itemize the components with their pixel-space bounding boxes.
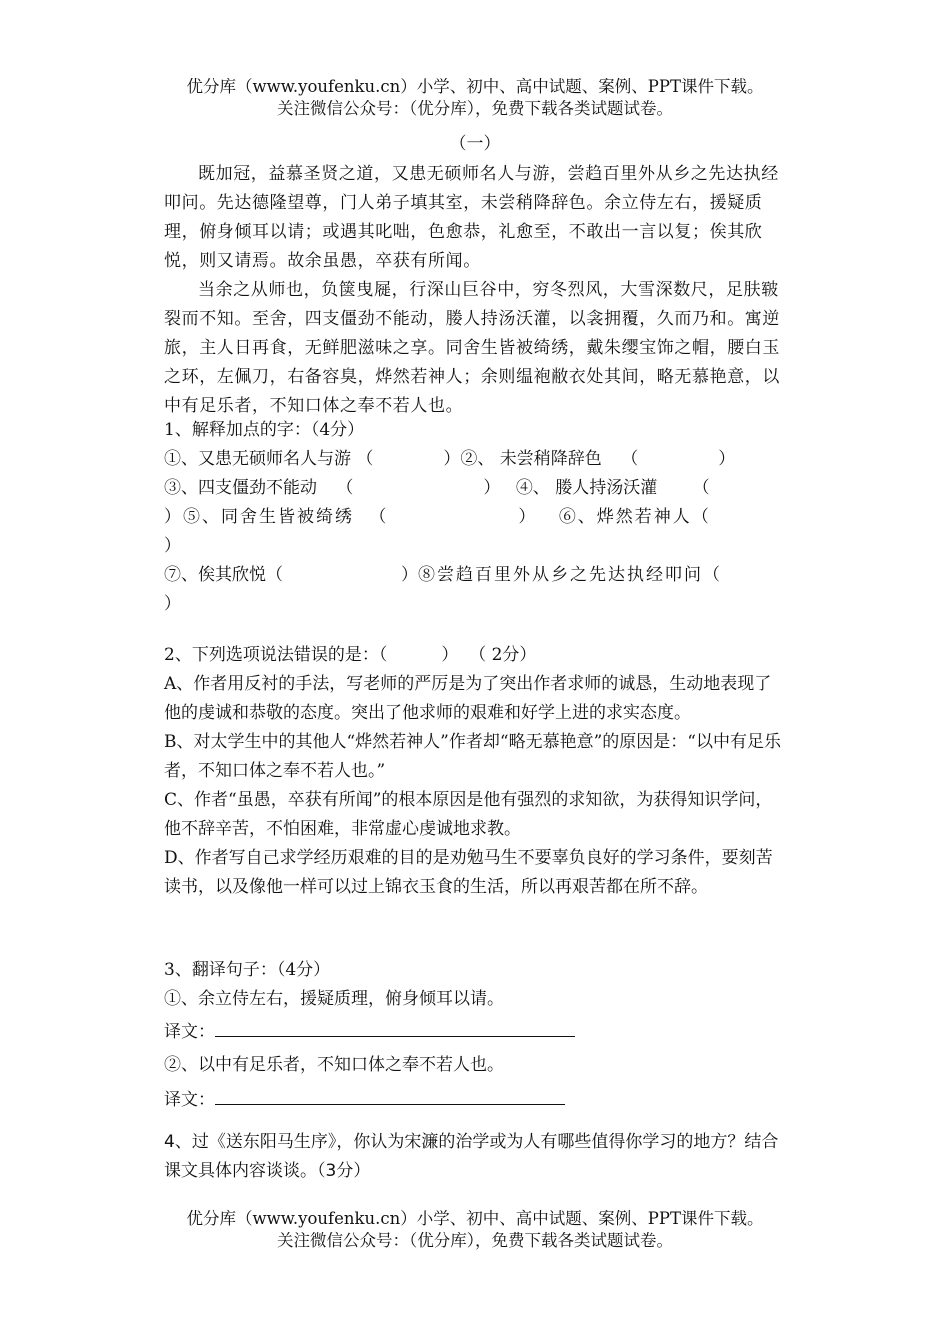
q1-row-1 bbox=[164, 445, 786, 474]
paren-close: ） bbox=[164, 507, 183, 527]
q3-answer-row-1 bbox=[164, 1018, 786, 1047]
paren-open: （ bbox=[266, 565, 283, 585]
q3-sentence-2: ②、以中有足乐者，不知口体之奉不若人也。 bbox=[164, 1055, 504, 1075]
translation-input-2[interactable] bbox=[215, 1086, 565, 1105]
q1-item-1: ①、又患无硕师名人与游 bbox=[164, 449, 351, 469]
q1-row-4 bbox=[164, 561, 786, 590]
paren-open: （ bbox=[692, 478, 710, 498]
paren-open: （ bbox=[621, 449, 639, 469]
q3-sentence-1: ①、余立侍左右，援疑质理，俯身倾耳以请。 bbox=[164, 989, 504, 1009]
question-4: 4、过《送东阳马生序》，你认为宋濂的治学或为人有哪些值得你学习的地方？结合课文具体内容谈谈。（3分） bbox=[164, 1132, 779, 1181]
answer-blank-2[interactable] bbox=[638, 446, 718, 464]
q1-item-6: ⑥、烨然若神人 bbox=[558, 507, 692, 527]
paren-open: （ bbox=[691, 507, 711, 527]
q1-item-4: ④、 媵人持汤沃灌 bbox=[515, 478, 658, 498]
paren-open: （ bbox=[703, 565, 720, 585]
answer-blank-7[interactable] bbox=[283, 562, 401, 580]
q1-item-8: ⑧尝趋百里外从乡之先达执经叩问 bbox=[418, 565, 703, 585]
q1-row-3 bbox=[164, 503, 786, 532]
paren-close: ） bbox=[164, 536, 181, 556]
q1-item-5: ⑤、同舍生皆被绮绣 bbox=[183, 507, 354, 527]
paren-close: ） bbox=[718, 449, 736, 469]
q1-item-7: ⑦、俟其欣悦 bbox=[164, 565, 266, 585]
translation-input-1[interactable] bbox=[215, 1018, 575, 1037]
q2-option-d: D、作者写自己求学经历艰难的目的是劝勉马生不要辜负良好的学习条件，要刻苦读书，以及像他一样可以过上锦衣玉食的生活，所以再艰苦都在所不辞。 bbox=[164, 848, 773, 897]
section-title: （一） bbox=[449, 134, 501, 154]
answer-blank-5[interactable] bbox=[388, 504, 518, 522]
q1-row-4b bbox=[164, 590, 786, 619]
paren-close: ） bbox=[518, 507, 538, 527]
answer-blank-3[interactable] bbox=[353, 475, 483, 493]
q2-title: 2、下列选项说法错误的是：（ ） （ 2分） bbox=[164, 645, 537, 665]
paren-close: ） bbox=[443, 449, 461, 469]
footer-line-2: 关注微信公众号：（优分库），免费下载各类试题试卷。 bbox=[277, 1231, 673, 1250]
q2-option-b: B、对太学生中的其他人“烨然若神人”作者却“略无慕艳意”的原因是：“以中有足乐者，不知口体之奉不若人也。” bbox=[164, 732, 781, 781]
q2-option-c: C、作者“虽愚，卒获有所闻”的根本原因是他有强烈的求知欲，为获得知识学问，他不辞辛苦，不怕困难，非常虚心虔诚地求教。 bbox=[164, 790, 773, 839]
passage bbox=[164, 160, 786, 421]
paren-close: ） bbox=[483, 478, 501, 498]
question-2 bbox=[164, 641, 786, 902]
question-3 bbox=[164, 956, 786, 1115]
footer-line-1: 优分库（www.youfenku.cn）小学、初中、高中试题、案例、PPT课件下载。 bbox=[186, 1209, 764, 1228]
translation-label: 译文： bbox=[164, 1090, 215, 1110]
passage-paragraph-2: 当余之从师也，负箧曳屣，行深山巨谷中，穷冬烈风，大雪深数尺，足肤皲裂而不知。至舍，四支僵劲不能动，媵人持汤沃灌，以衾拥覆，久而乃和。寓逆旅，主人日再食，无鲜肥滋味之享。同舍生皆被绮绣，戴朱缨宝饰之帽，腰白玉之环，左佩刀，右备容臭，烨然若神人；余则缊袍敝衣处其间，略无慕艳意，以中有足乐者，不知口体之奉不若人也。 bbox=[164, 280, 780, 416]
q1-item-3: ③、四支僵劲不能动 bbox=[164, 478, 317, 498]
q3-answer-row-2 bbox=[164, 1086, 786, 1115]
q1-title: 1、解释加点的字：（4分） bbox=[164, 420, 365, 440]
paren-open: （ bbox=[336, 478, 354, 498]
q1-row-3b bbox=[164, 532, 786, 561]
q1-item-2: ②、 未尝稍降辞色 bbox=[460, 449, 602, 469]
paren-open: （ bbox=[369, 507, 389, 527]
page-header bbox=[0, 76, 950, 120]
question-1 bbox=[164, 416, 786, 619]
q3-title: 3、翻译句子：（4分） bbox=[164, 960, 331, 980]
paren-open: （ bbox=[356, 449, 374, 469]
paren-close: ） bbox=[401, 565, 418, 585]
passage-paragraph-1: 既加冠，益慕圣贤之道，又患无硕师名人与游，尝趋百里外从乡之先达执经叩问。先达德隆望尊，门人弟子填其室，未尝稍降辞色。余立侍左右，援疑质理，俯身倾耳以请；或遇其叱咄，色愈恭，礼愈至，不敢出一言以复；俟其欣悦，则又请焉。故余虽愚，卒获有所闻。 bbox=[164, 164, 779, 271]
header-line-1: 优分库（www.youfenku.cn）小学、初中、高中试题、案例、PPT课件下载。 bbox=[186, 77, 764, 96]
q2-option-a: A、作者用反衬的手法，写老师的严厉是为了突出作者求师的诚恳，生动地表现了他的虔诚和恭敬的态度。突出了他求师的艰难和好学上进的求实态度。 bbox=[164, 674, 772, 723]
q1-row-2 bbox=[164, 474, 786, 503]
header-line-2: 关注微信公众号：（优分库），免费下载各类试题试卷。 bbox=[277, 99, 673, 118]
paren-close: ） bbox=[164, 594, 181, 614]
page-footer bbox=[0, 1208, 950, 1252]
answer-blank-1[interactable] bbox=[373, 446, 443, 464]
translation-label: 译文： bbox=[164, 1022, 215, 1042]
